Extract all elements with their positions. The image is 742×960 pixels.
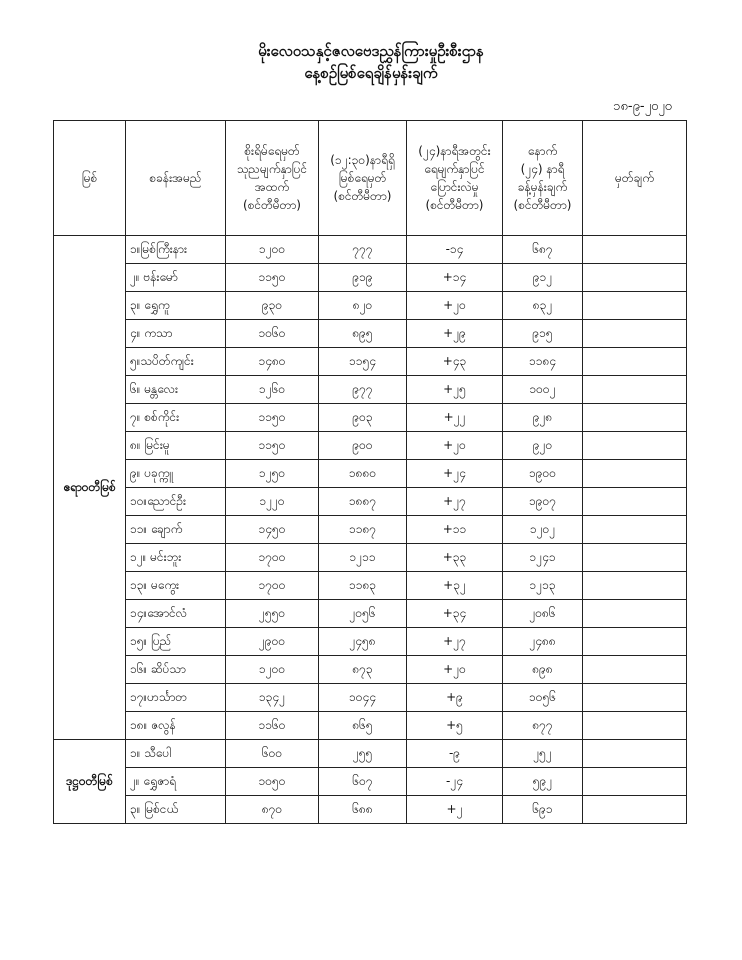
- current-level-cell: ၇၇၇: [319, 236, 407, 264]
- river-name-cell: ဧရာဝတီမြစ်: [54, 236, 126, 740]
- current-level-cell: ၁၁၈၃: [319, 572, 407, 600]
- danger-level-cell: ၁၁၅၀: [226, 404, 319, 432]
- forecast-cell: ၁၉၀၀: [503, 460, 583, 488]
- remarks-cell: [583, 376, 687, 404]
- table-row: [54, 628, 687, 656]
- change-cell: +၂၅: [407, 376, 503, 404]
- table-row: [54, 572, 687, 600]
- change-cell: +၅: [407, 712, 503, 740]
- danger-level-cell: ၁၂၀၀: [226, 656, 319, 684]
- station-name-cell: ၁၇။ဟင်္သာတ: [126, 684, 226, 712]
- remarks-cell: [583, 516, 687, 544]
- table-row: [54, 488, 687, 516]
- table-header-row: [54, 121, 687, 236]
- change-cell: +၂၀: [407, 292, 503, 320]
- remarks-cell: [583, 656, 687, 684]
- current-level-cell: ၁၀၄၄: [319, 684, 407, 712]
- remarks-cell: [583, 628, 687, 656]
- header-station: စခန်းအမည်: [126, 121, 226, 236]
- water-level-table: [53, 120, 687, 824]
- change-cell: +၂၂: [407, 404, 503, 432]
- change-cell: +၂၇: [407, 488, 503, 516]
- forecast-cell: ၈၃၂: [503, 292, 583, 320]
- header-24h-change: (၂၄)နာရီအတွင်း ရေမျက်နှာပြင် ပြောင်းလဲမှု (စင်တီမီတာ): [407, 121, 503, 236]
- current-level-cell: ၉၇၇: [319, 376, 407, 404]
- change-cell: +၄၃: [407, 348, 503, 376]
- table-row: [54, 348, 687, 376]
- remarks-cell: [583, 488, 687, 516]
- current-level-cell: ၂၄၅၈: [319, 628, 407, 656]
- current-level-cell: ၉၀၃: [319, 404, 407, 432]
- station-name-cell: ၁၃။ မကွေး: [126, 572, 226, 600]
- current-level-cell: ၂၀၅၆: [319, 600, 407, 628]
- station-name-cell: ၃။ ရွှေကူ: [126, 292, 226, 320]
- forecast-cell: ၁၂၄၁: [503, 544, 583, 572]
- remarks-cell: [583, 264, 687, 292]
- station-name-cell: ၅။သပိတ်ကျင်း: [126, 348, 226, 376]
- station-name-cell: ၁။ သီပေါ: [126, 740, 226, 768]
- danger-level-cell: ၁၄၅၀: [226, 516, 319, 544]
- danger-level-cell: ၁၇၀၀: [226, 544, 319, 572]
- danger-level-cell: ၁၁၅၀: [226, 432, 319, 460]
- remarks-cell: [583, 684, 687, 712]
- remarks-cell: [583, 600, 687, 628]
- change-cell: +၃၂: [407, 572, 503, 600]
- table-row: [54, 516, 687, 544]
- station-name-cell: ၈။ မြင်းမူ: [126, 432, 226, 460]
- danger-level-cell: ၁၂၂၀: [226, 488, 319, 516]
- station-name-cell: ၁၅။ ပြည်: [126, 628, 226, 656]
- remarks-cell: [583, 236, 687, 264]
- table-row: [54, 432, 687, 460]
- danger-level-cell: ၁၇၀၀: [226, 572, 319, 600]
- current-level-cell: ၉၁၉: [319, 264, 407, 292]
- remarks-cell: [583, 348, 687, 376]
- table-row: [54, 460, 687, 488]
- remarks-cell: [583, 292, 687, 320]
- forecast-cell: ၁၂၁၃: [503, 572, 583, 600]
- current-level-cell: ၂၅၅: [319, 740, 407, 768]
- danger-level-cell: ၁၀၆၀: [226, 320, 319, 348]
- danger-level-cell: ၁၁၅၀: [226, 264, 319, 292]
- forecast-cell: ၉၂၀: [503, 432, 583, 460]
- change-cell: +၃၃: [407, 544, 503, 572]
- station-name-cell: ၆။ မန္တလေး: [126, 376, 226, 404]
- table-row: [54, 376, 687, 404]
- header-remarks: မှတ်ချက်: [583, 121, 687, 236]
- current-level-cell: ၁၂၁၁: [319, 544, 407, 572]
- header-danger-level: စိုးရိမ်ရေမှတ် သုညမျက်နှာပြင် အထက် (စင်တီမီတာ): [226, 121, 319, 236]
- table-row: [54, 264, 687, 292]
- current-level-cell: ၆၀၇: [319, 768, 407, 796]
- forecast-cell: ၁၀၅၆: [503, 684, 583, 712]
- current-level-cell: ၁၁၈၇: [319, 516, 407, 544]
- station-name-cell: ၁၄။အောင်လံ: [126, 600, 226, 628]
- current-level-cell: ၁၈၈၇: [319, 488, 407, 516]
- change-cell: +၂၀: [407, 656, 503, 684]
- danger-level-cell: ၁၃၄၂: [226, 684, 319, 712]
- remarks-cell: [583, 740, 687, 768]
- danger-level-cell: ၁၂၀၀: [226, 236, 319, 264]
- change-cell: -၁၄: [407, 236, 503, 264]
- station-name-cell: ၄။ ကသာ: [126, 320, 226, 348]
- danger-level-cell: ၁၁၆၀: [226, 712, 319, 740]
- station-name-cell: ၁၈။ ဇလွန်: [126, 712, 226, 740]
- danger-level-cell: ၁၀၅၀: [226, 768, 319, 796]
- remarks-cell: [583, 572, 687, 600]
- change-cell: +၂၀: [407, 432, 503, 460]
- table-row: [54, 320, 687, 348]
- current-level-cell: ၁၁၅၄: [319, 348, 407, 376]
- danger-level-cell: ၂၉၀၀: [226, 628, 319, 656]
- forecast-cell: ၈၇၇: [503, 712, 583, 740]
- remarks-cell: [583, 712, 687, 740]
- table-row: [54, 740, 687, 768]
- forecast-cell: ၉၁၂: [503, 264, 583, 292]
- current-level-cell: ၁၈၈၀: [319, 460, 407, 488]
- station-name-cell: ၁၂။ မင်းဘူး: [126, 544, 226, 572]
- table-row: [54, 404, 687, 432]
- station-name-cell: ၂။ ဗန်းမော်: [126, 264, 226, 292]
- header-forecast: နောက် (၂၄) နာရီ ခန့်မှန်းချက် (စင်တီမီတာ): [503, 121, 583, 236]
- station-name-cell: ၁၆။ ဆိပ်သာ: [126, 656, 226, 684]
- change-cell: +၉: [407, 684, 503, 712]
- forecast-cell: ၂၀၈၆: [503, 600, 583, 628]
- station-name-cell: ၁။မြစ်ကြီးနား: [126, 236, 226, 264]
- station-name-cell: ၃။ မြစ်ငယ်: [126, 796, 226, 824]
- remarks-cell: [583, 460, 687, 488]
- table-row: [54, 600, 687, 628]
- forecast-cell: ၁၀၀၂: [503, 376, 583, 404]
- danger-level-cell: ၁၂၆၀: [226, 376, 319, 404]
- river-name-cell: ဒုဋ္ဌဝတီမြစ်: [54, 740, 126, 824]
- danger-level-cell: ၂၅၅၀: [226, 600, 319, 628]
- table-row: [54, 796, 687, 824]
- current-level-cell: ၉၀၀: [319, 432, 407, 460]
- danger-level-cell: ၈၇၀: [226, 796, 319, 824]
- forecast-cell: ၅၉၂: [503, 768, 583, 796]
- change-cell: -၉: [407, 740, 503, 768]
- page-title: မိုးလေဝသနှင့်ဇလဗေဒညွှန်ကြားမှုဦးစီးဌာန: [258, 42, 484, 60]
- station-name-cell: ၂။ ရွှေဇာရံ: [126, 768, 226, 796]
- current-level-cell: ၈၆၅: [319, 712, 407, 740]
- report-date: ၁၈-၉-၂၀၂၀: [613, 99, 672, 114]
- current-level-cell: ၈၇၃: [319, 656, 407, 684]
- danger-level-cell: ၁၄၈၀: [226, 348, 319, 376]
- current-level-cell: ၈၉၅: [319, 320, 407, 348]
- remarks-cell: [583, 320, 687, 348]
- forecast-cell: ၆၈၇: [503, 236, 583, 264]
- forecast-cell: ၉၁၅: [503, 320, 583, 348]
- change-cell: +၂: [407, 796, 503, 824]
- forecast-cell: ၈၉၈: [503, 656, 583, 684]
- change-cell: +၂၄: [407, 460, 503, 488]
- danger-level-cell: ၉၃၀: [226, 292, 319, 320]
- current-level-cell: ၆၈၈: [319, 796, 407, 824]
- station-name-cell: ၁၁။ ချောက်: [126, 516, 226, 544]
- change-cell: +၂၉: [407, 320, 503, 348]
- table-row: [54, 236, 687, 264]
- table-row: [54, 684, 687, 712]
- forecast-cell: ၆၉၁: [503, 796, 583, 824]
- remarks-cell: [583, 432, 687, 460]
- remarks-cell: [583, 768, 687, 796]
- station-name-cell: ၇။ စစ်ကိုင်း: [126, 404, 226, 432]
- table-row: [54, 292, 687, 320]
- header-current-level: (၁၂:၃၀)နာရီရှိ မြစ်ရေမှတ် (စင်တီမီတာ): [319, 121, 407, 236]
- change-cell: +၃၄: [407, 600, 503, 628]
- change-cell: -၂၄: [407, 768, 503, 796]
- forecast-cell: ၂၅၂: [503, 740, 583, 768]
- table-row: [54, 712, 687, 740]
- forecast-cell: ၂၄၈၈: [503, 628, 583, 656]
- station-name-cell: ၁၀။ညောင်ဦး: [126, 488, 226, 516]
- danger-level-cell: ၁၂၅၀: [226, 460, 319, 488]
- forecast-cell: ၁၂၀၂: [503, 516, 583, 544]
- change-cell: +၁၁: [407, 516, 503, 544]
- remarks-cell: [583, 544, 687, 572]
- forecast-cell: ၁၁၈၄: [503, 348, 583, 376]
- remarks-cell: [583, 404, 687, 432]
- forecast-cell: ၁၉၀၇: [503, 488, 583, 516]
- table-row: [54, 768, 687, 796]
- change-cell: +၂၇: [407, 628, 503, 656]
- remarks-cell: [583, 796, 687, 824]
- header-river: မြစ်: [54, 121, 126, 236]
- page-subtitle: နေ့စဉ်မြစ်ရေချိန်မှန်းချက်: [304, 64, 438, 82]
- current-level-cell: ၈၂၀: [319, 292, 407, 320]
- table-row: [54, 656, 687, 684]
- table-row: [54, 544, 687, 572]
- station-name-cell: ၉။ ပခုက္ကူ: [126, 460, 226, 488]
- forecast-cell: ၉၂၈: [503, 404, 583, 432]
- change-cell: +၁၄: [407, 264, 503, 292]
- danger-level-cell: ၆၀၀: [226, 740, 319, 768]
